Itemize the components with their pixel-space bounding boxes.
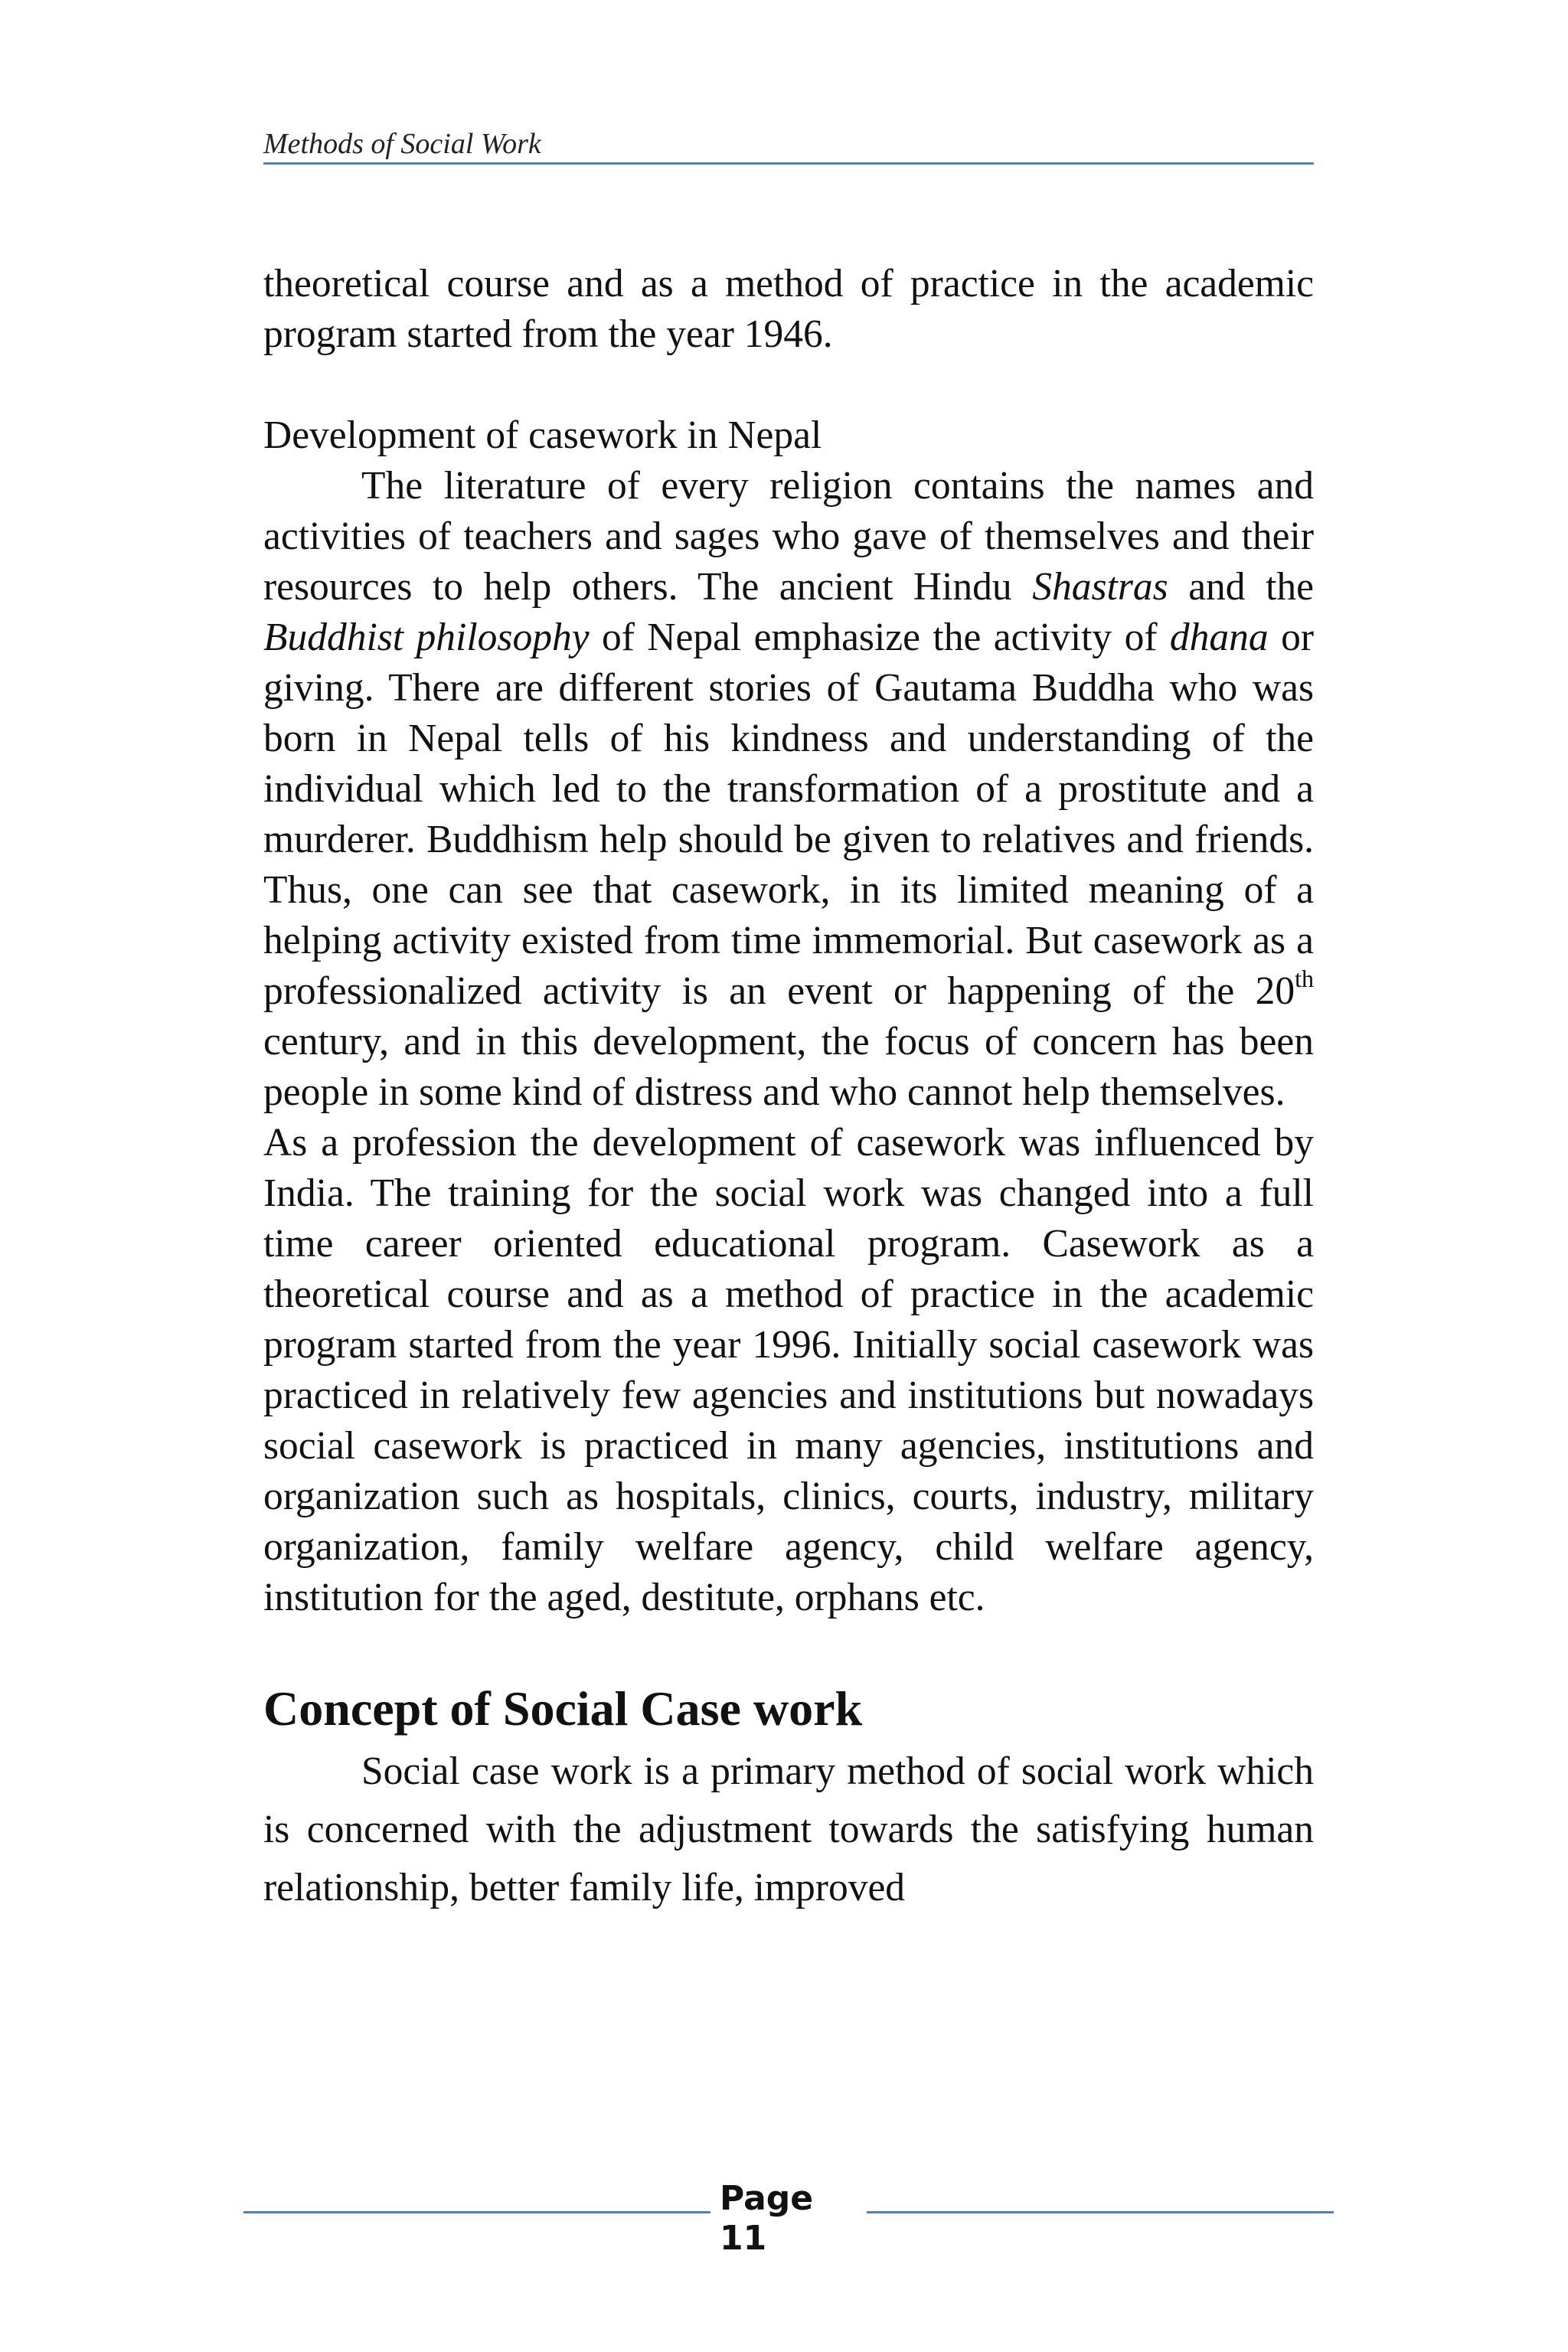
page-content bbox=[263, 259, 1314, 1917]
spacer bbox=[263, 360, 1314, 410]
paragraph-profession-development: As a profession the development of casework was influenced by India. The training for the social work was changed into a full time career oriented educational program. Casework as a theoretical course and as a method of practice in the academic program started from the year 1996. Initially social casework was practiced in relatively few agencies and institutions but nowadays social casework is practiced in many agencies, institutions and organization such as hospitals, clinics, courts, industry, military organization, family welfare agency, child welfare agency, institution for the aged, destitute, orphans etc. bbox=[263, 1121, 1314, 1619]
superscript-th: th bbox=[1295, 965, 1314, 992]
text-run: The literature of every religion contains the names and activities of teachers and sages who gave of themselves and their resources to help others. The ancient Hindu bbox=[263, 464, 1314, 609]
paragraph-intro: theoretical course and as a method of practice in the academic program started from the year 1946. bbox=[263, 262, 1314, 356]
section-heading: Concept of Social Case work bbox=[263, 1681, 863, 1736]
emphasis-shastras: Shastras bbox=[1032, 565, 1168, 609]
page-number bbox=[720, 2179, 858, 2259]
text-run: or giving. There are different stories of Gautama Buddha who was born in Nepal tells of his kindness and understanding of the individual which led to the transformation of a prostitute and a murderer. Buddhism help should be given to relatives and friends. Thus, one can see that casework, in its limited meaning of a helping activity existed from time immemorial. But casework as a professionalized activity is an event or happening of the 20 bbox=[263, 616, 1314, 1013]
emphasis-buddhist-philosophy: Buddhist philosophy bbox=[263, 616, 590, 659]
footer-rule-right bbox=[867, 2211, 1334, 2213]
emphasis-dhana: dhana bbox=[1169, 616, 1269, 659]
paragraph-religion-literature bbox=[263, 461, 1314, 1118]
page-number-value: 11 bbox=[720, 2219, 767, 2258]
text-run: of Nepal emphasize the activity of bbox=[589, 616, 1170, 659]
footer-rule-left bbox=[243, 2211, 710, 2213]
text-run: century, and in this development, the focus of concern has been people in some kind of distress and who cannot help themselves. bbox=[263, 1020, 1314, 1114]
subheading-development-nepal: Development of casework in Nepal bbox=[263, 413, 822, 457]
running-header: Methods of Social Work bbox=[263, 126, 1314, 165]
page-word: Page bbox=[720, 2179, 814, 2218]
text-run: and the bbox=[1168, 565, 1314, 609]
paragraph-concept: Social case work is a primary method of social work which is concerned with the adjustment towards the satisfying human relationship, better family life, improved bbox=[263, 1749, 1314, 1909]
